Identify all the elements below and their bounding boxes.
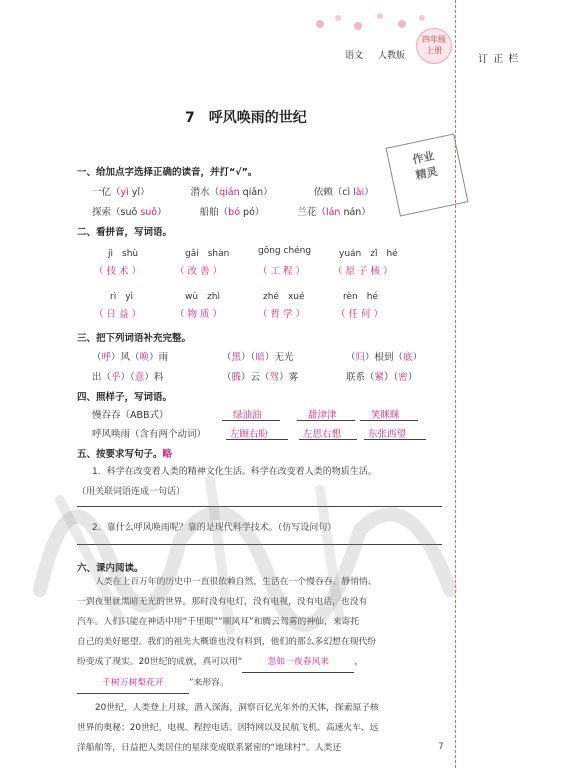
pinyin-gaishan: gǎi shàn [185, 249, 230, 259]
pinyin-riyi: rì yì [110, 292, 134, 302]
verb-example-label: 呼风唤雨（含有两个动词） [92, 429, 207, 440]
volume-label: 上册 [426, 46, 442, 55]
scribble-watermark-icon [30, 440, 470, 640]
idiom-guigendaodi: （归）根到（底） [346, 352, 423, 363]
idiom-heianwuguang: （黑）（暗）无光 [222, 352, 294, 363]
answer-zhexue: （ 哲 学 ） [258, 309, 306, 320]
verb-answer-3: 东张西望 [368, 429, 407, 440]
abb-answer-3: 笑眯眯 [371, 410, 400, 421]
edition-label: 人教版 [378, 51, 406, 61]
verb-answer-2: 左思右想 [303, 429, 342, 440]
section4-heading: 四、照样子，写词语。 [77, 392, 173, 403]
subject-label: 语文 [345, 51, 364, 61]
answer-yuanzihe: （ 原 子 核 ） [333, 266, 393, 277]
correction-column-divider [455, 0, 456, 768]
reading-paragraph-1: 人类在上百万年的历史中一直很依赖自然，生活在一个慢吞吞、静悄悄、 一到夜里就黑暗无光的世界。那时没有电灯，没有电视，没有电话，也没有 汽车。人们只能在神话中用“千里眼”“顺风耳”和腾云驾雾的神仙，来寄托 自己的美好愿望。我们的祖先大概谁也没有料到，他们的那么多幻想在现代纷 纷变成了现实。20世纪的成就，真可以用“ 忽如一夜春风来 ， 千树万树梨花开 ”来形容。 [77, 572, 442, 694]
pinyin-zhexue: zhé xué [263, 292, 305, 302]
section5-note: 略 [162, 449, 173, 460]
blank-answer-2: 千树万树梨花开 [77, 673, 189, 694]
homework-stamp [385, 133, 468, 216]
reading-paragraph-2: 20世纪，人类登上月球，潜入深海，洞察百亿光年外的天体，探索原子核 世界的奥秘；20世纪，电视、程控电话、因特网以及民航飞机、高速火车、远 洋船舶等，日益把人类居住的星球变成联系紧密的“地球村”。人类还 [77, 703, 379, 753]
page-number: 7 [438, 742, 444, 752]
answer-jishu: （ 技 术 ） [94, 266, 142, 277]
section1-heading: 一、给加点字选择正确的读音，并打“√”。 [77, 167, 258, 178]
grade-label: 四年级 [422, 35, 446, 44]
verb-answer-1: 左顾右盼 [230, 429, 269, 440]
section5-q1-instruction: （用关联词语连成一句话） [77, 487, 186, 497]
idiom-lianxijinmi: 联系（紧）（密） [346, 372, 418, 383]
answer-wuzhi: （ 物 质 ） [175, 309, 223, 320]
answer-gaishan: （ 改 善 ） [175, 266, 223, 277]
pinyin-yuanzihe: yuán zǐ hé [339, 249, 398, 259]
section1-row1: 一亿（yì yǐ） 潜水（qián qiǎn） 依赖（cì lài） [92, 187, 374, 198]
section1-row2: 探索（suǒ suǒ） 船舶（bó pó） 兰花（lán nán） [92, 207, 371, 218]
idiom-hufenghuanyu: （呼）风（唤）雨 [92, 352, 169, 363]
pinyin-renhe: rèn hé [343, 292, 378, 302]
lesson-title: 7 呼风唤雨的世纪 [185, 110, 307, 126]
section5-q1: 1．科学在改变着人类的精神文化生活。科学在改变着人类的物质生活。 [92, 467, 377, 477]
flower-decoration-icon [310, 10, 440, 34]
stamp-line-2: 精灵 [414, 164, 439, 183]
correction-column-label: 订 正 栏 [478, 54, 520, 65]
section5-heading: 五、按要求写句子。略 [77, 449, 173, 460]
pinyin-wuzhi: wù zhì [185, 292, 220, 302]
pinyin-gongcheng: gōng chéng [258, 246, 312, 256]
answer-riyi: （ 日 益 ） [94, 309, 142, 320]
grade-badge [416, 28, 452, 64]
section2-heading: 二、看拼音，写词语。 [77, 227, 173, 238]
answer-gongcheng: （ 工 程 ） [258, 266, 306, 277]
answer-renhe: （ 任 何 ） [336, 309, 384, 320]
abb-example-label: 慢吞吞（ABB式） [92, 410, 169, 421]
pinyin-jishu: jì shù [108, 249, 139, 259]
section6-heading: 六、课内阅读。 [77, 563, 144, 574]
stamp-line-1: 作业 [411, 149, 436, 167]
idiom-tengyunjiawu: （腾）云（驾）雾 [222, 372, 299, 383]
section5-q2: 2．靠什么呼风唤雨呢？靠的是现代科学技术。（仿写设问句） [92, 523, 337, 533]
blank-answer-1: 忽如一夜春风来 [242, 652, 354, 673]
abb-answer-1: 绿油油 [233, 410, 262, 421]
idiom-chuhuyiliao: 出（乎）（意）料 [92, 372, 164, 383]
abb-answer-2: 甜津津 [308, 410, 337, 421]
section3-heading: 三、把下列词语补充完整。 [77, 333, 192, 344]
